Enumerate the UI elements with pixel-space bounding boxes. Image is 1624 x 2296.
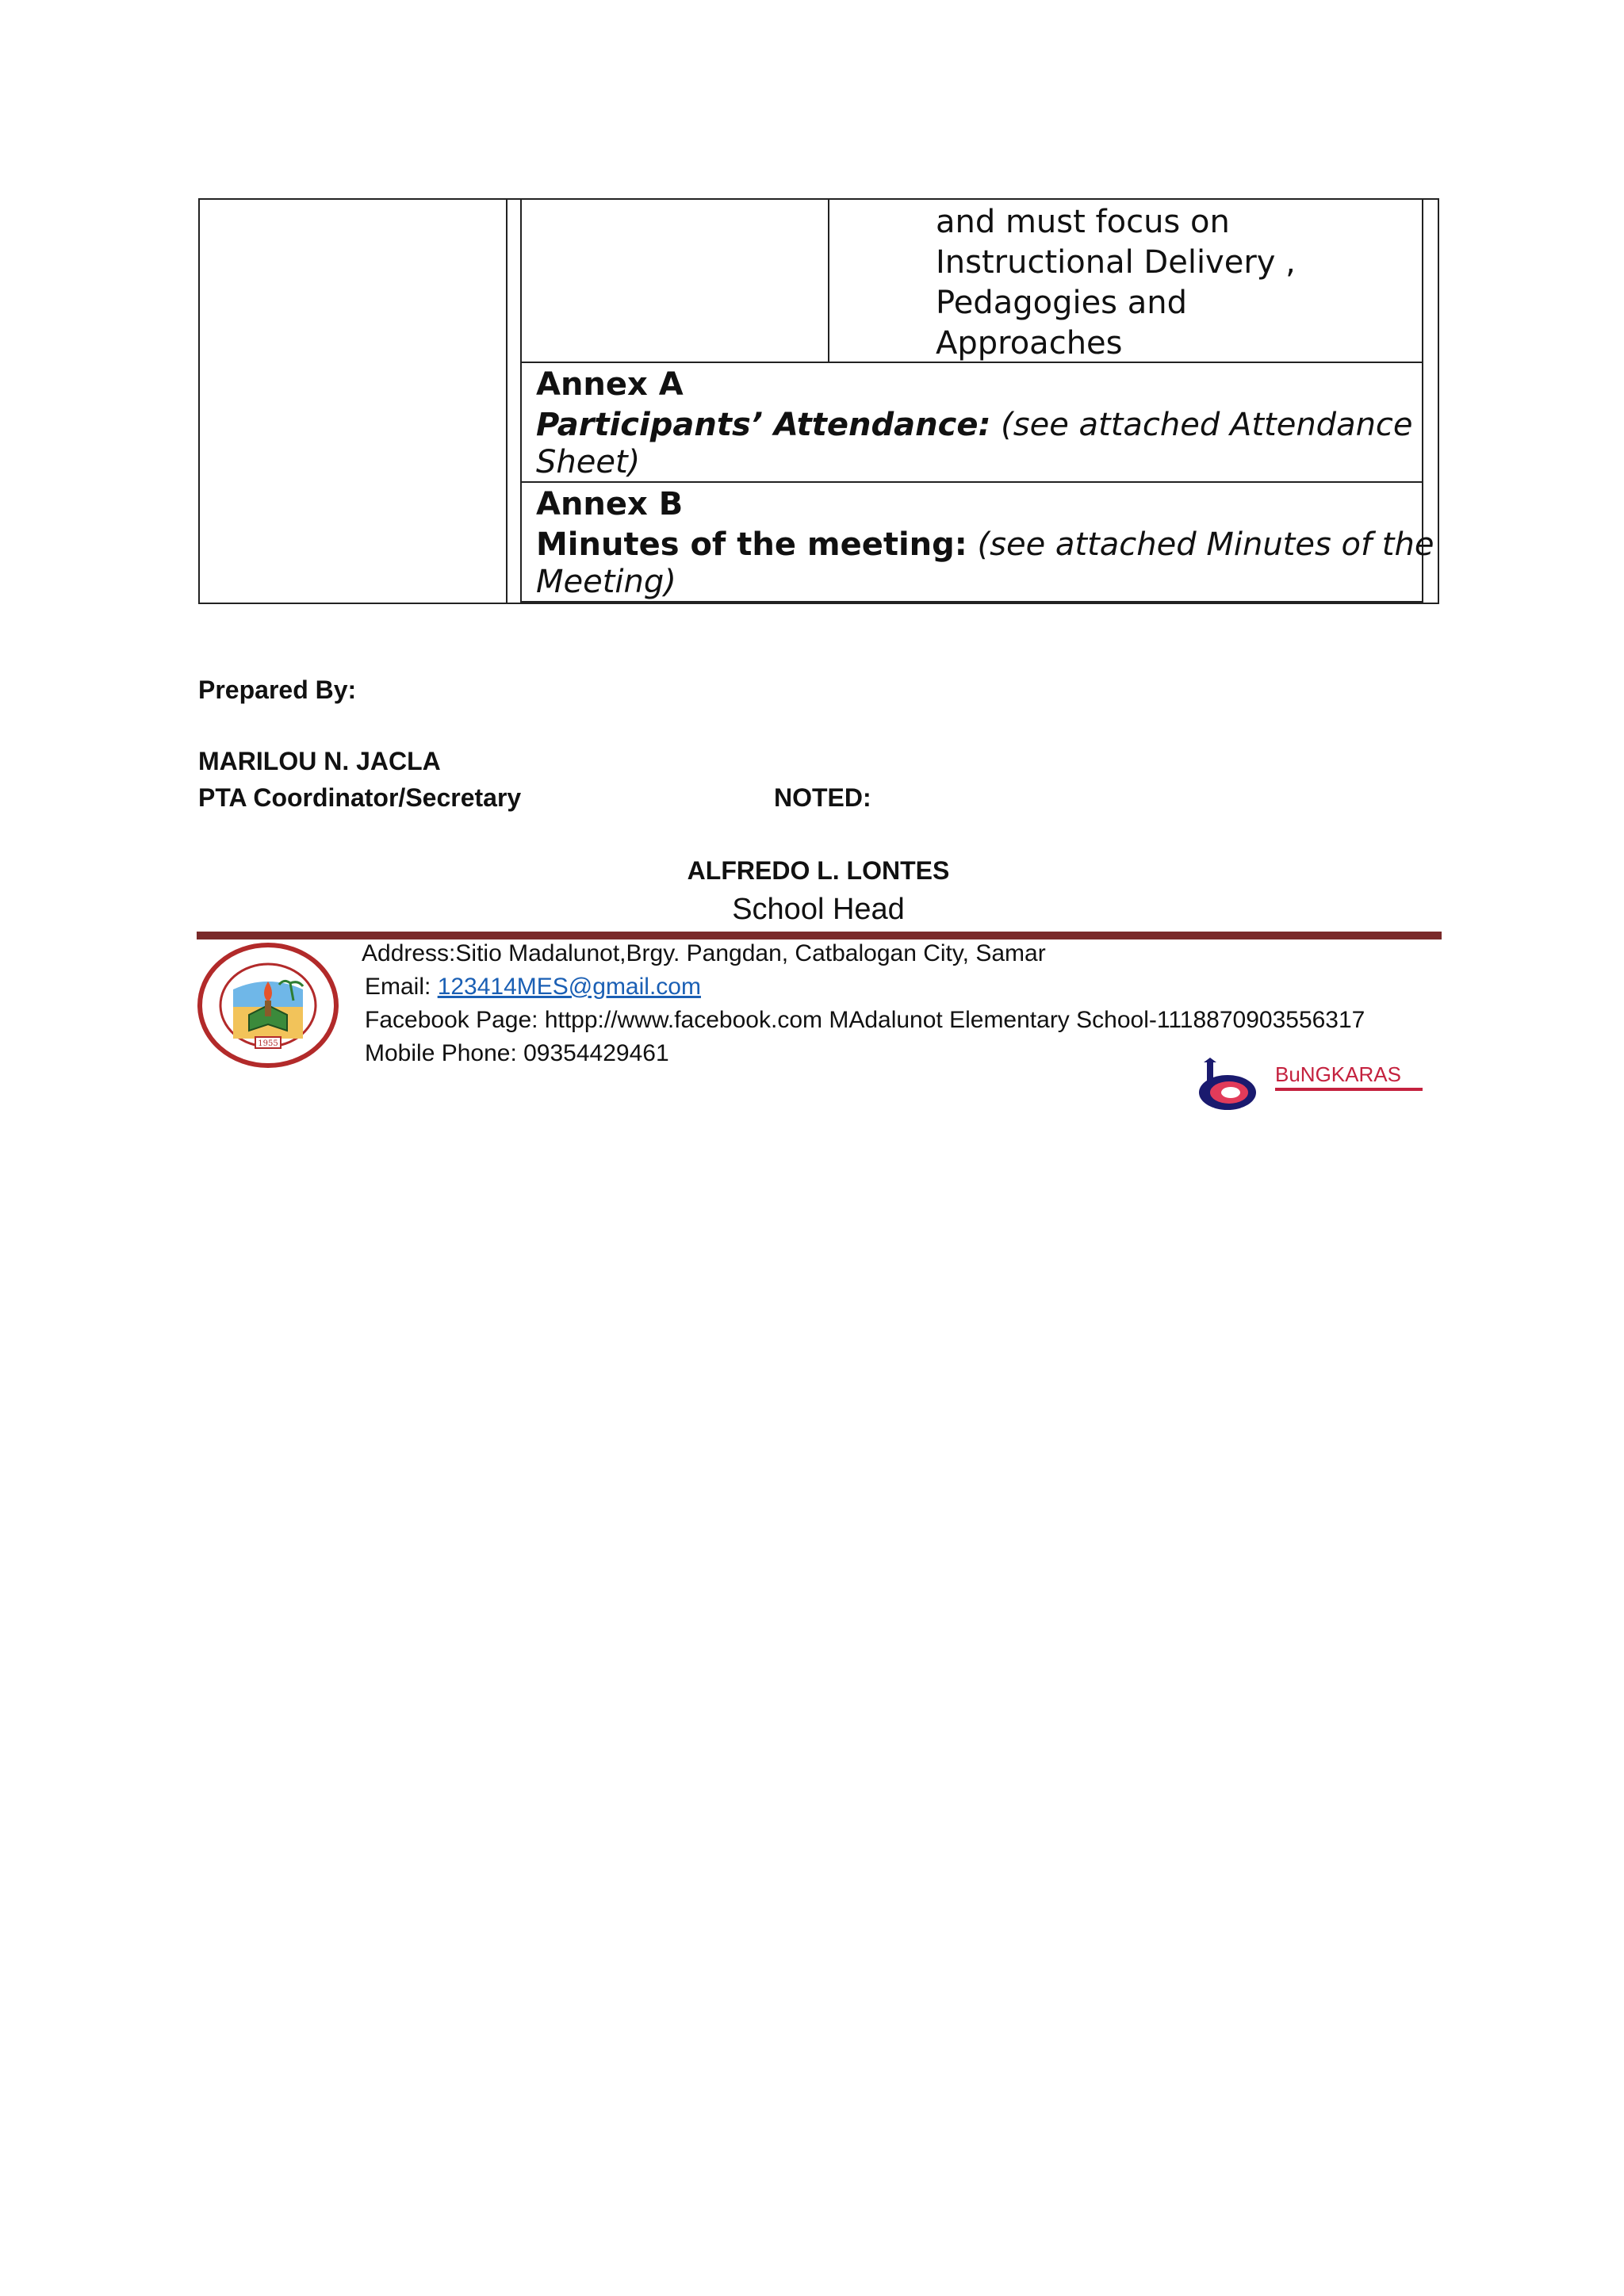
outer-border-right	[1438, 198, 1439, 604]
seal-year: 1955	[258, 1039, 278, 1048]
objective-line-4: Approaches	[936, 325, 1123, 362]
bungkaras-underline	[1275, 1088, 1423, 1091]
objective-line-1: and must focus on	[936, 204, 1230, 240]
outer-border-left	[198, 198, 200, 604]
outer-border-top	[198, 198, 1439, 200]
annex-b-note: (see attached Minutes of the	[977, 526, 1434, 563]
head-name: ALFREDO L. LONTES	[687, 856, 950, 885]
footer-email-label: Email:	[365, 974, 438, 1000]
column-divider-1	[506, 198, 508, 604]
column-divider-2	[520, 198, 522, 604]
noted-label: NOTED:	[774, 783, 871, 812]
annex-b-note-cont: Meeting)	[536, 564, 676, 600]
footer-email-line	[365, 974, 701, 1001]
annex-a-note: (see attached Attendance	[1001, 407, 1413, 443]
footer-address: Address:Sitio Madalunot,Brgy. Pangdan, Catbalogan City, Samar	[362, 940, 1046, 966]
head-title: School Head	[732, 893, 905, 926]
footer-facebook: Facebook Page: httpp://www.facebook.com MAdalunot Elementary School-1118870903556317	[365, 1007, 1365, 1033]
email-link[interactable]: 123414MES@gmail.com	[437, 974, 701, 1000]
annex-b-line	[536, 525, 1434, 565]
annex-a-heading: Annex A	[536, 366, 684, 403]
inner-row-line-2	[520, 481, 1423, 483]
annex-a-line	[536, 405, 1413, 446]
annex-b-label: Minutes of the meeting:	[536, 526, 967, 563]
prepared-by-label: Prepared By:	[198, 675, 357, 704]
objective-line-3: Pedagogies and	[936, 285, 1187, 321]
footer-mobile: Mobile Phone: 09354429461	[365, 1040, 669, 1066]
outer-border-bottom	[198, 603, 1439, 604]
footer-rule	[197, 932, 1442, 939]
inner-column-divider	[828, 198, 829, 363]
preparer-title: PTA Coordinator/Secretary	[198, 783, 522, 812]
annex-a-note-cont: Sheet)	[536, 444, 641, 480]
bungkaras-wordmark: BuNGKARAS	[1275, 1062, 1401, 1086]
annex-b-heading: Annex B	[536, 486, 684, 522]
annex-a-label: Participants’ Attendance:	[536, 407, 991, 443]
objective-line-2: Instructional Delivery ,	[936, 244, 1296, 281]
bungkaras-logo	[1193, 1058, 1431, 1113]
preparer-name: MARILOU N. JACLA	[198, 747, 441, 775]
school-seal	[197, 942, 339, 1069]
